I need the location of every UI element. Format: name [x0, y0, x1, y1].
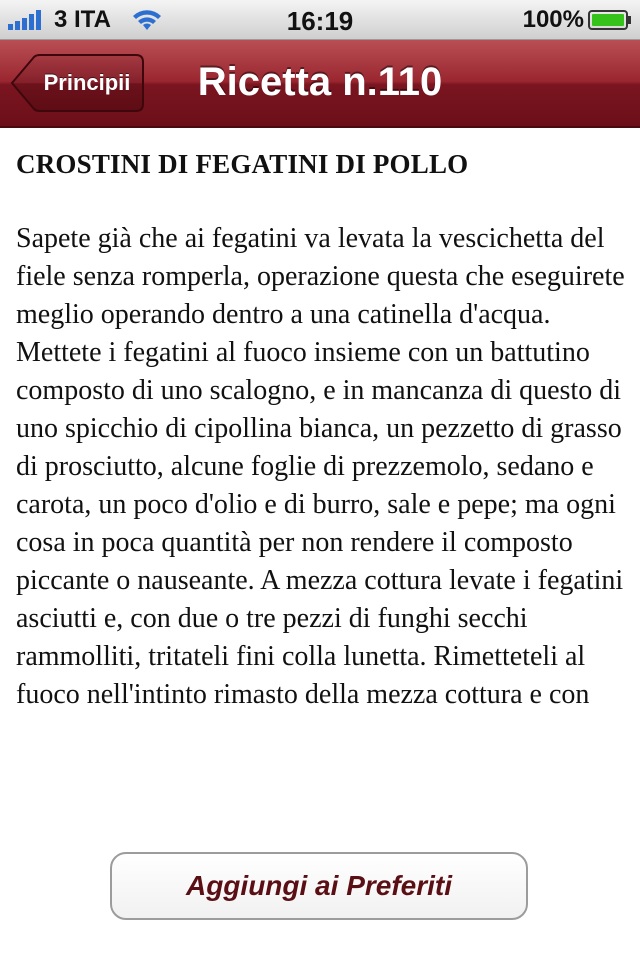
back-button-label: Principii: [43, 70, 131, 95]
recipe-body: Sapete già che ai fegatini va levata la vescichetta del fiele senza romperla, operazione questa che eseguirete meglio operando dentro a una catinella d'acqua. Mettete i fegatini al fuoco insieme con un battutino composto di uno scalogno, e in mancanza di questo di uno spicchio di cipollina bianca, un pezzetto di grasso di prosciutto, alcune foglie di prezzemolo, sedano e carota, un poco d'olio e di burro, sale e pepe; ma ogni cosa in poca quantità per non rendere il composto piccante o nauseante. A mezza cottura levate i fegatini asciutti e, con due o tre pezzi di funghi secchi rammolliti, tritateli fini colla lunetta. Rimetteteli al fuoco nell'intinto rimasto della mezza cottura e con: [16, 223, 625, 710]
recipe-content[interactable]: [16, 128, 626, 836]
page-title: [0, 60, 640, 105]
add-to-favorites-button[interactable]: Aggiungi ai Preferiti: [110, 852, 528, 920]
carrier-name: 3 ITA: [54, 6, 111, 33]
navigation-bar: [0, 40, 640, 128]
page-title-text: Ricetta n.110: [197, 60, 443, 104]
status-bar: [0, 0, 640, 40]
recipe-title: CROSTINI DI FEGATINI DI POLLO: [16, 149, 469, 179]
battery-icon: [588, 10, 632, 30]
clock: 16:19: [286, 6, 354, 36]
battery-percent: 100%: [522, 6, 584, 33]
